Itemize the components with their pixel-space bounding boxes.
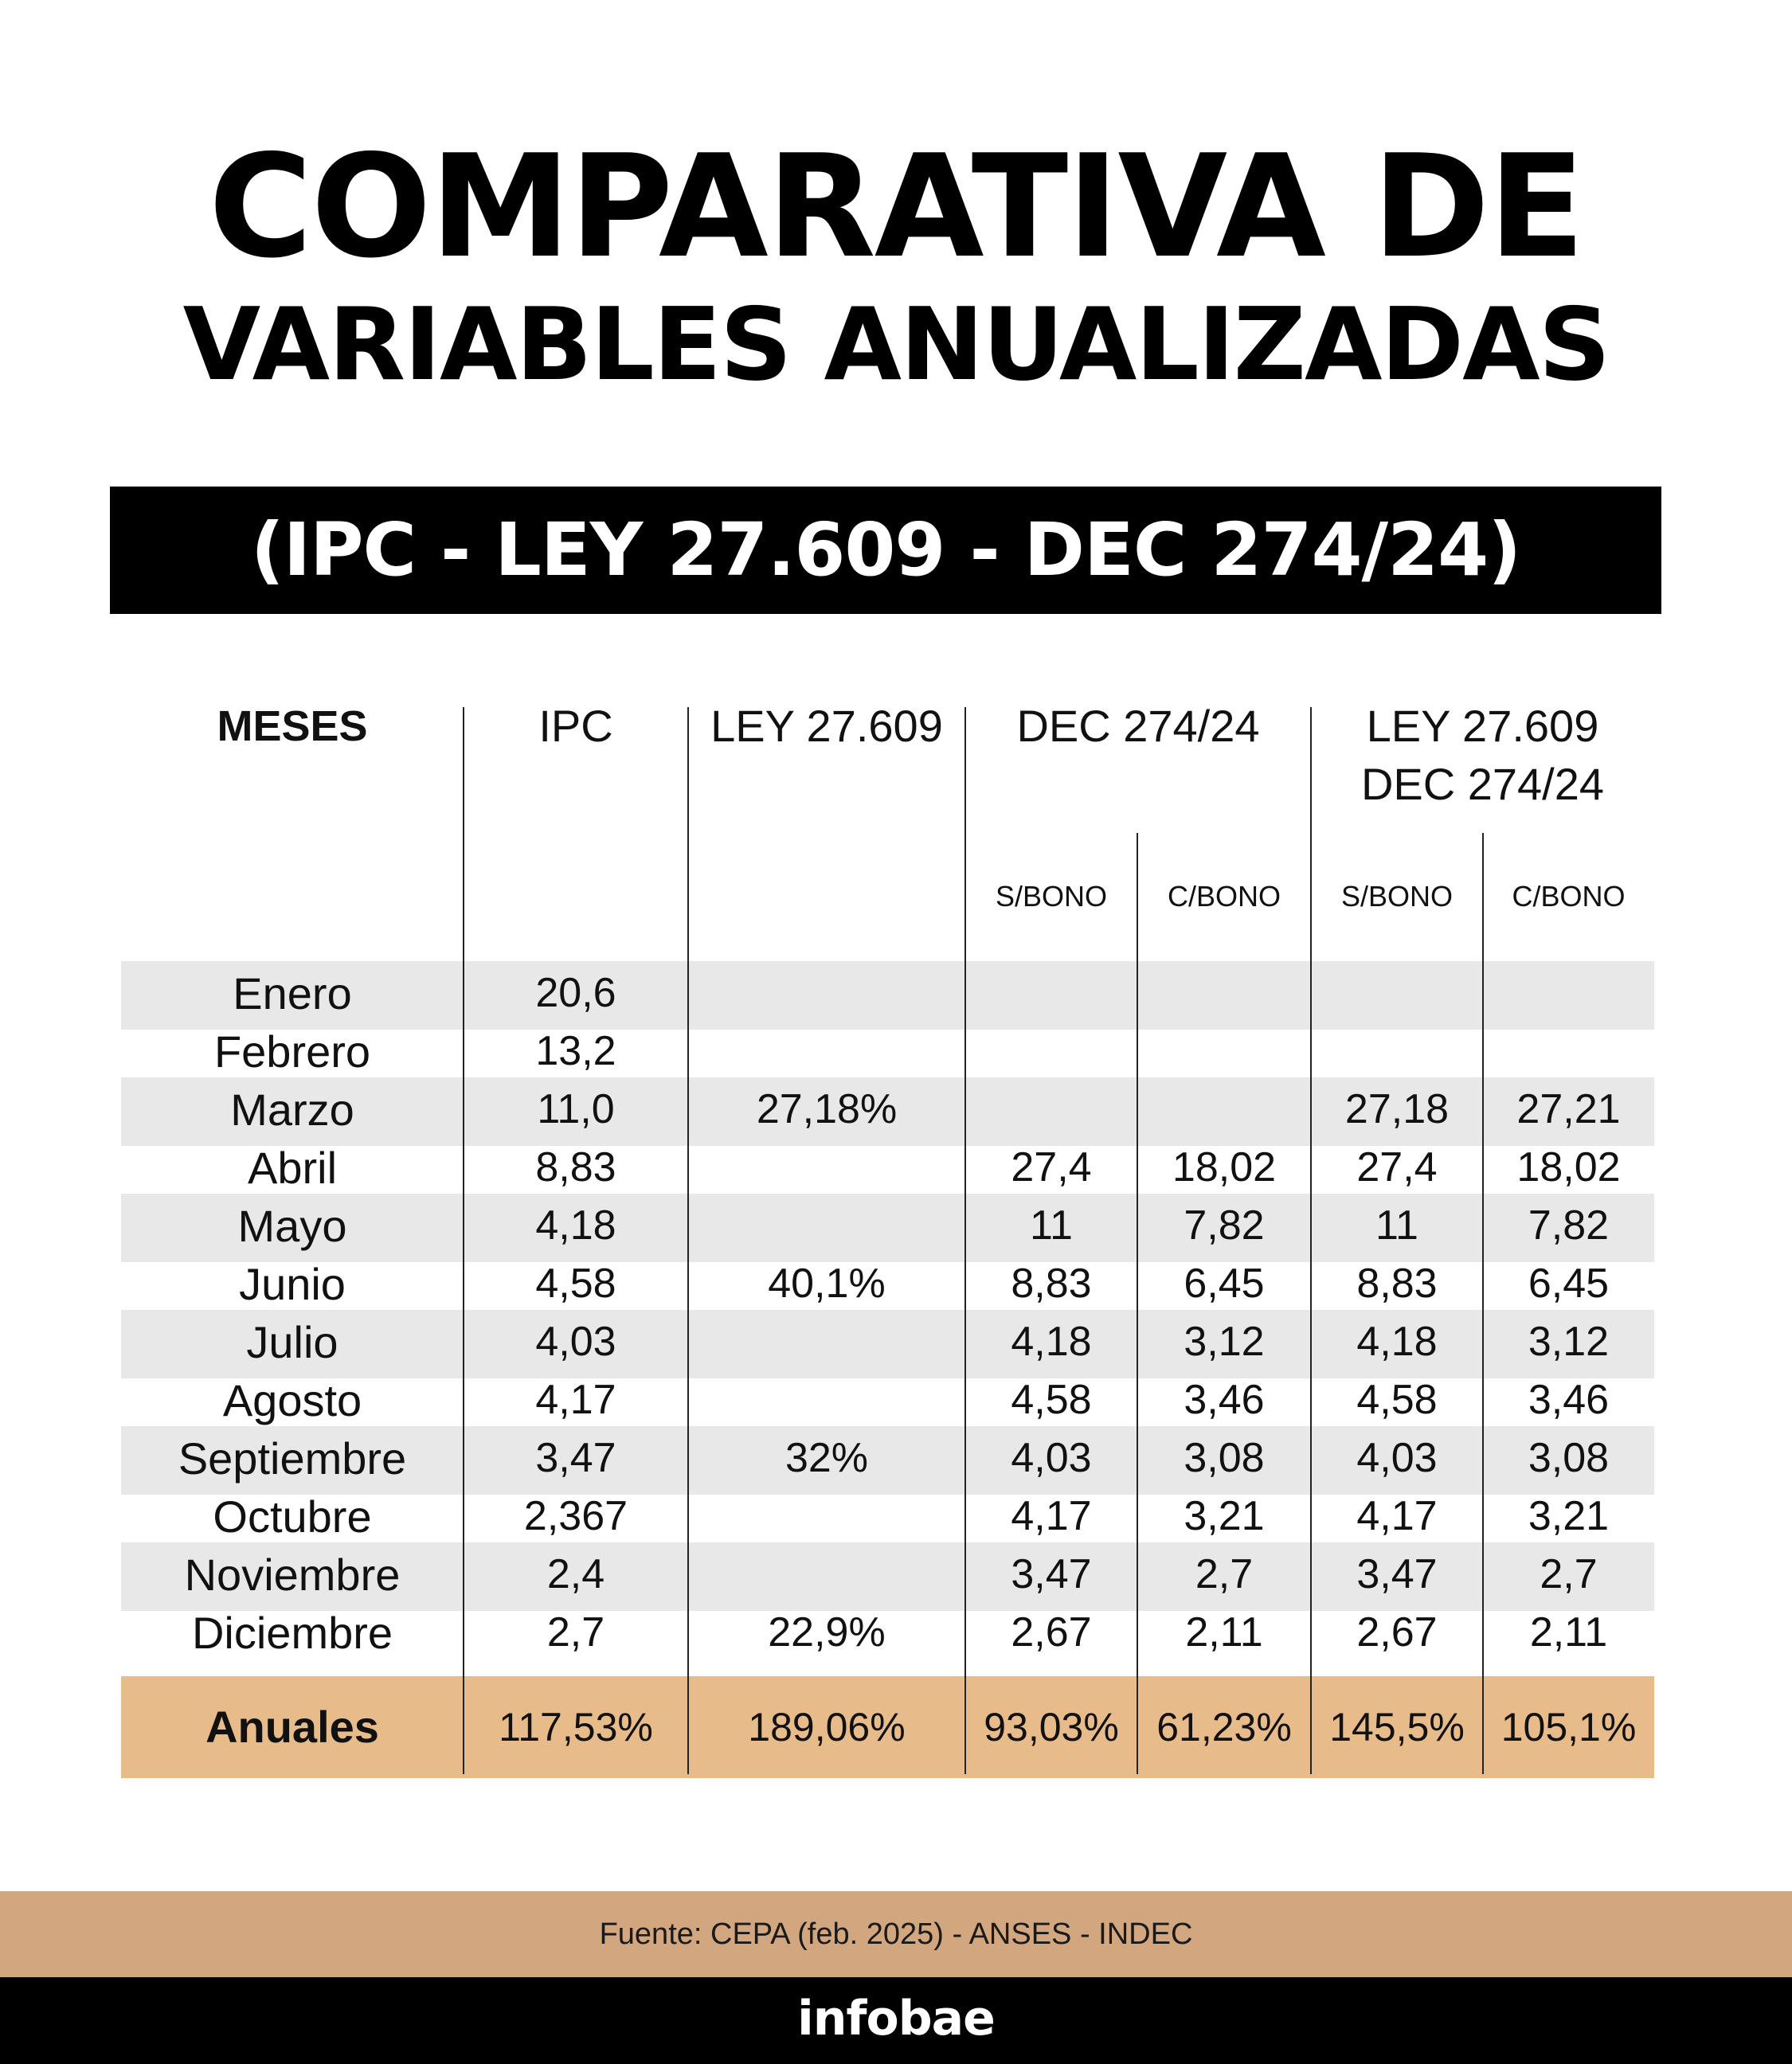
page-title-line-2: VARIABLES ANUALIZADAS [182, 286, 1610, 403]
cell-month: Junio [239, 1259, 346, 1309]
cell-dec-cbono [1137, 964, 1311, 1022]
cell-ipc: 4,58 [535, 1261, 616, 1307]
cell-month: Marzo [230, 1085, 354, 1135]
cell-combo-cbono: 27,21 [1516, 1086, 1621, 1132]
cell-combo-sbono [1311, 1022, 1483, 1081]
cell-month: Julio [246, 1317, 338, 1367]
cell-ley: 40,1% [768, 1261, 886, 1307]
cell-combo-sbono: 4,17 [1356, 1493, 1438, 1539]
cell-dec-sbono [965, 964, 1137, 1022]
subheader-dec-sbono: S/BONO [995, 880, 1108, 913]
cell-ipc: 4,17 [535, 1377, 616, 1423]
cell-combo-sbono: 4,18 [1356, 1319, 1438, 1365]
cell-dec-sbono: 27,4 [1011, 1144, 1092, 1190]
header-combo-line-2: DEC 274/24 [1360, 759, 1605, 809]
cell-ley [688, 1546, 965, 1604]
cell-dec-cbono [1137, 1081, 1311, 1139]
subheader-combo-sbono: S/BONO [1340, 880, 1454, 913]
header-ley: LEY 27.609 [710, 701, 943, 751]
cell-combo-cbono: 7,82 [1528, 1202, 1610, 1249]
cell-ipc: 11,0 [537, 1086, 615, 1132]
cell-combo-sbono [1311, 964, 1483, 1022]
annual-dec-cbono: 61,23% [1156, 1705, 1292, 1749]
cell-ley [688, 1487, 965, 1546]
cell-combo-cbono: 3,21 [1528, 1493, 1610, 1539]
cell-month: Enero [233, 968, 352, 1018]
cell-ipc: 20,6 [535, 970, 616, 1016]
annual-ipc: 117,53% [499, 1705, 653, 1749]
cell-ley [688, 1371, 965, 1429]
cell-combo-cbono [1483, 964, 1654, 1022]
subheader-dec-cbono: C/BONO [1167, 880, 1281, 913]
header-ipc: IPC [538, 701, 613, 751]
cell-dec-cbono: 3,12 [1184, 1319, 1265, 1365]
cell-dec-cbono: 3,21 [1184, 1493, 1265, 1539]
cell-combo-cbono: 2,7 [1540, 1551, 1598, 1597]
cell-dec-sbono [965, 1081, 1137, 1139]
subtitle-banner: (IPC - LEY 27.609 - DEC 274/24) [110, 487, 1661, 614]
cell-ley [688, 1022, 965, 1081]
cell-dec-sbono [965, 1022, 1137, 1081]
annual-combo-cbono: 105,1% [1501, 1705, 1637, 1749]
cell-combo-sbono: 4,03 [1356, 1435, 1438, 1481]
cell-combo-sbono: 2,67 [1356, 1609, 1438, 1656]
cell-dec-sbono: 4,18 [1011, 1319, 1092, 1365]
annual-ley: 189,06% [748, 1705, 906, 1749]
cell-ley: 32% [784, 1435, 869, 1481]
cell-dec-cbono: 2,7 [1195, 1551, 1254, 1597]
cell-month: Mayo [237, 1201, 347, 1251]
cell-ley: 27,18% [756, 1086, 898, 1132]
cell-ipc: 4,18 [535, 1202, 616, 1249]
page-title-line-1: COMPARATIVA DE [208, 124, 1584, 289]
cell-month: Agosto [222, 1375, 362, 1425]
cell-dec-cbono: 2,11 [1185, 1609, 1263, 1656]
cell-combo-cbono: 2,11 [1529, 1609, 1608, 1656]
header-meses: MESES [217, 702, 368, 750]
cell-month: Noviembre [184, 1550, 401, 1600]
annual-dec-sbono: 93,03% [984, 1705, 1119, 1749]
cell-dec-sbono: 4,03 [1011, 1435, 1092, 1481]
cell-combo-sbono: 8,83 [1356, 1261, 1438, 1307]
cell-ipc: 2,367 [523, 1493, 628, 1539]
cell-ipc: 4,03 [535, 1319, 616, 1365]
cell-ley [688, 1313, 965, 1371]
cell-combo-sbono: 3,47 [1356, 1551, 1438, 1597]
cell-combo-cbono: 6,45 [1528, 1261, 1610, 1307]
cell-combo-cbono: 18,02 [1516, 1144, 1621, 1190]
cell-dec-sbono: 4,17 [1011, 1493, 1092, 1539]
cell-ipc: 3,47 [535, 1435, 616, 1481]
cell-ipc: 2,4 [546, 1551, 605, 1597]
cell-combo-sbono: 27,4 [1356, 1144, 1438, 1190]
header-dec: DEC 274/24 [1016, 701, 1260, 751]
annual-combo-sbono: 145,5% [1329, 1705, 1465, 1749]
cell-combo-cbono [1483, 1022, 1654, 1081]
cell-dec-cbono: 3,46 [1184, 1377, 1265, 1423]
cell-ipc: 2,7 [546, 1609, 605, 1656]
cell-combo-cbono: 3,12 [1528, 1319, 1610, 1365]
annual-label: Anuales [205, 1702, 379, 1752]
cell-dec-cbono: 3,08 [1184, 1435, 1265, 1481]
cell-ley [688, 1197, 965, 1255]
cell-month: Octubre [213, 1491, 372, 1542]
cell-month: Febrero [213, 1026, 371, 1077]
cell-dec-sbono: 11 [1030, 1202, 1073, 1249]
cell-combo-cbono: 3,46 [1528, 1377, 1610, 1423]
cell-dec-cbono: 7,82 [1184, 1202, 1265, 1249]
cell-month: Abril [247, 1143, 338, 1193]
cell-dec-cbono [1137, 1022, 1311, 1081]
header-combo-line-1: LEY 27.609 [1366, 701, 1599, 751]
brand-logo: infobae [0, 1977, 1792, 2064]
cell-dec-sbono: 8,83 [1011, 1261, 1092, 1307]
cell-ley [688, 1139, 965, 1197]
cell-combo-sbono: 4,58 [1356, 1377, 1438, 1423]
cell-ley: 22,9% [768, 1609, 886, 1656]
source-note: Fuente: CEPA (feb. 2025) - ANSES - INDEC [0, 1891, 1792, 1977]
cell-ipc: 13,2 [535, 1028, 616, 1074]
cell-dec-cbono: 18,02 [1172, 1144, 1277, 1190]
cell-dec-sbono: 2,67 [1011, 1609, 1092, 1656]
cell-dec-sbono: 4,58 [1011, 1377, 1092, 1423]
cell-combo-sbono: 11 [1375, 1202, 1418, 1249]
cell-month: Septiembre [178, 1433, 407, 1484]
cell-month: Diciembre [191, 1608, 393, 1658]
subheader-combo-cbono: C/BONO [1512, 880, 1626, 913]
cell-ipc: 8,83 [535, 1144, 616, 1190]
cell-ley [688, 964, 965, 1022]
cell-dec-cbono: 6,45 [1184, 1261, 1265, 1307]
cell-combo-sbono: 27,18 [1344, 1086, 1450, 1132]
cell-combo-cbono: 3,08 [1528, 1435, 1610, 1481]
cell-dec-sbono: 3,47 [1011, 1551, 1092, 1597]
